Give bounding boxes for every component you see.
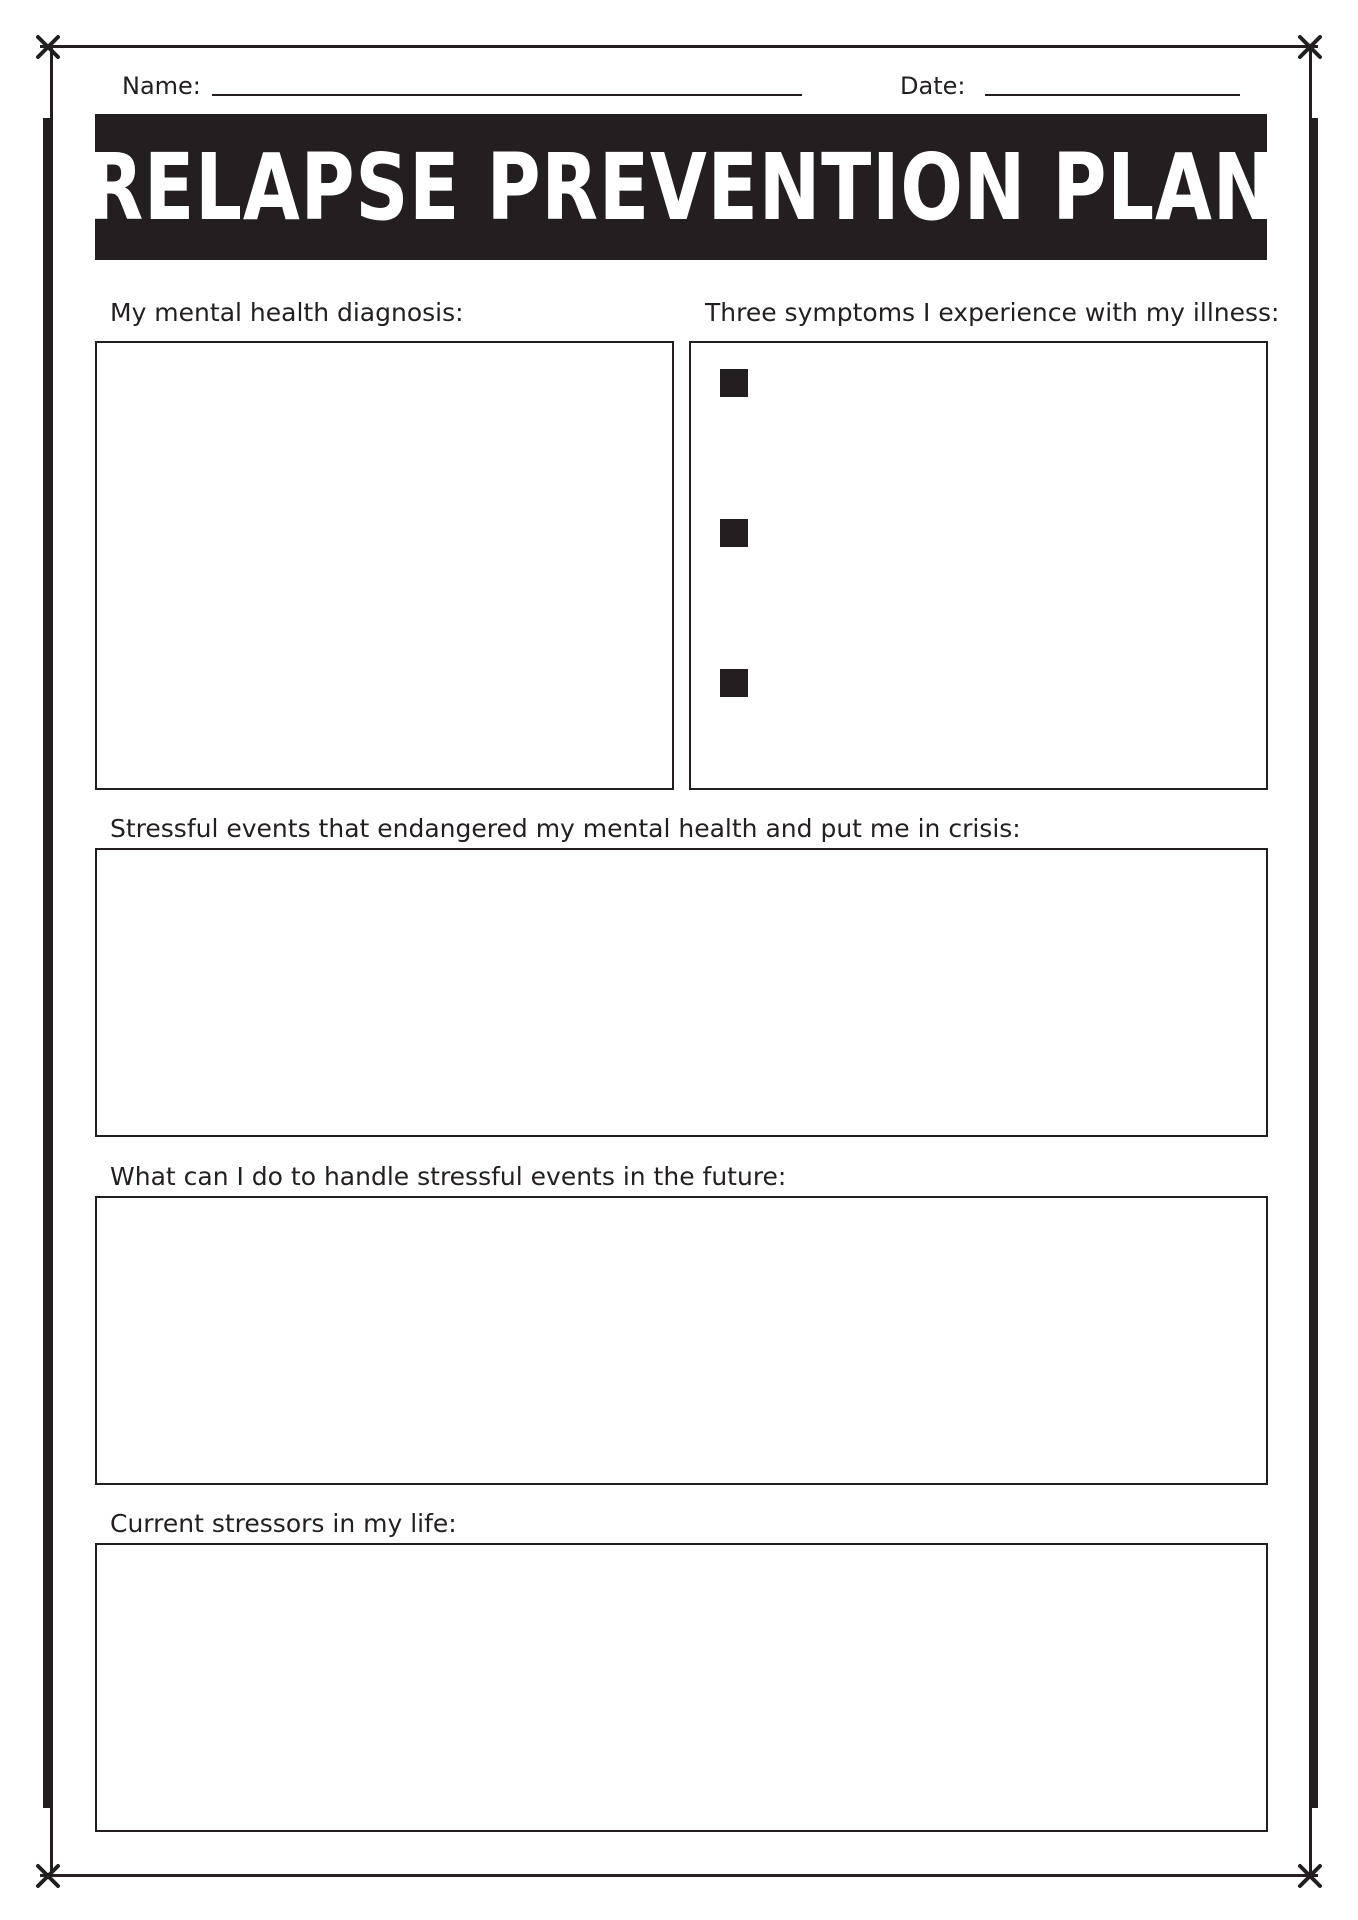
- corner-x-icon-top-left: [34, 33, 62, 61]
- current-stressors-label: Current stressors in my life:: [110, 1509, 457, 1538]
- current-stressors-box[interactable]: [95, 1543, 1268, 1832]
- date-field-line[interactable]: [985, 94, 1240, 96]
- symptoms-label: Three symptoms I experience with my illness:: [705, 298, 1280, 327]
- frame-left-thick-bar: [43, 118, 52, 1808]
- stressful-events-box[interactable]: [95, 848, 1268, 1137]
- symptom-bullet-1: [720, 369, 748, 397]
- name-field-line[interactable]: [212, 94, 802, 96]
- frame-right-thick-bar: [1309, 118, 1318, 1808]
- symptom-bullet-2: [720, 519, 748, 547]
- frame-bottom-line: [40, 1874, 1318, 1877]
- corner-x-icon-bottom-right: [1296, 1862, 1324, 1890]
- page-title: RELAPSE PREVENTION PLAN: [86, 133, 1276, 241]
- diagnosis-label: My mental health diagnosis:: [110, 298, 464, 327]
- frame-top-line: [40, 45, 1318, 48]
- handle-future-box[interactable]: [95, 1196, 1268, 1485]
- diagnosis-box[interactable]: [95, 341, 674, 790]
- symptoms-box[interactable]: [689, 341, 1268, 790]
- corner-x-icon-bottom-left: [34, 1862, 62, 1890]
- name-label: Name:: [122, 72, 201, 100]
- symptom-bullet-3: [720, 669, 748, 697]
- handle-future-label: What can I do to handle stressful events in the future:: [110, 1162, 787, 1191]
- title-bar: [86, 114, 1276, 260]
- corner-x-icon-top-right: [1296, 33, 1324, 61]
- date-label: Date:: [900, 72, 966, 100]
- stressful-events-label: Stressful events that endangered my mental health and put me in crisis:: [110, 814, 1021, 843]
